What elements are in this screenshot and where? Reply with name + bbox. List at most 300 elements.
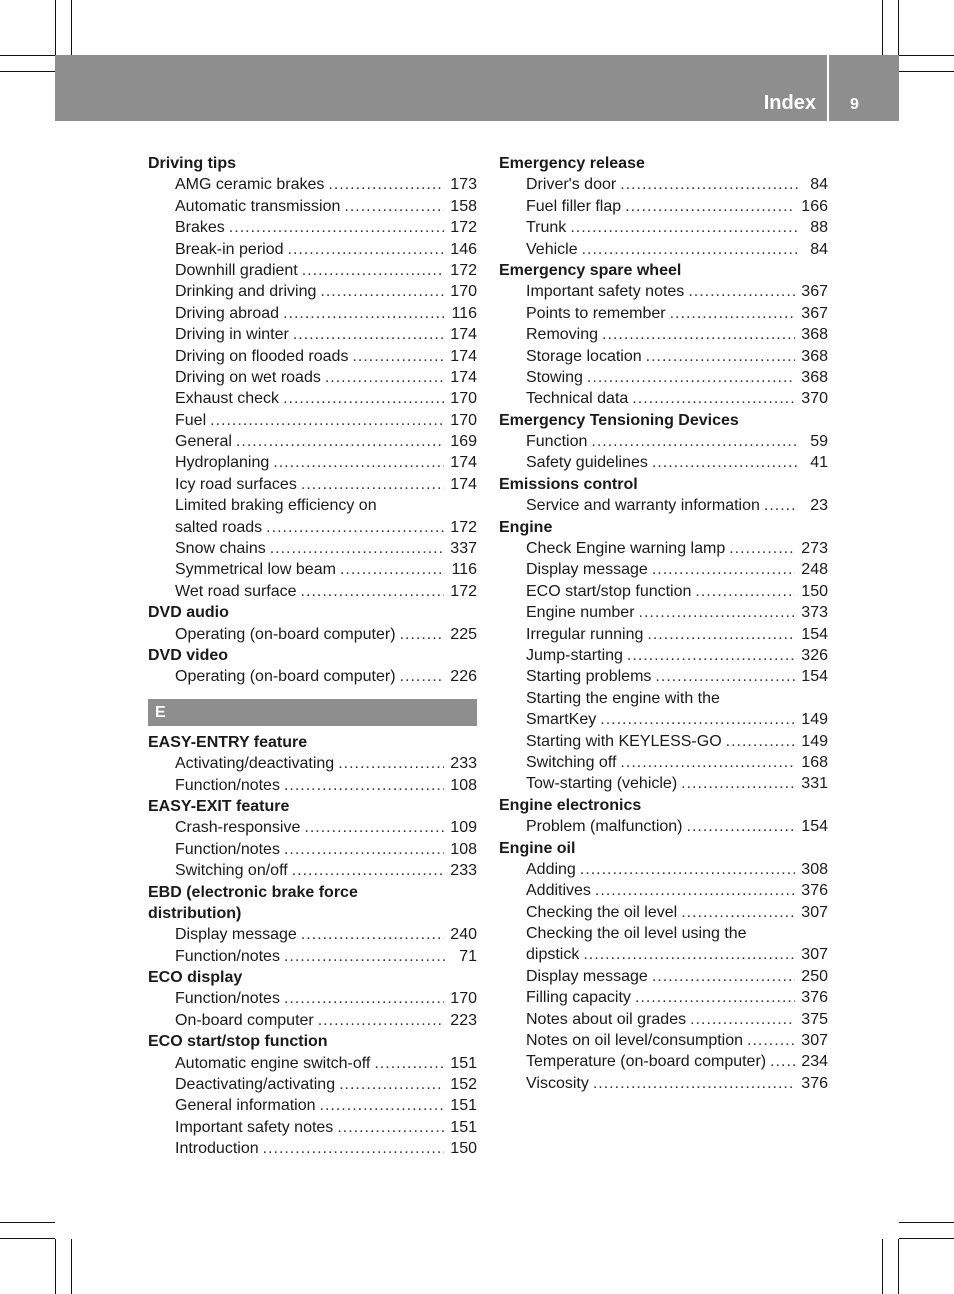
dot-leader (583, 944, 795, 965)
index-entry-label: Activating/deactivating (175, 755, 335, 773)
index-entry (499, 217, 828, 238)
index-section (148, 967, 477, 1031)
dot-leader (652, 559, 795, 580)
dot-leader (764, 495, 798, 516)
index-entry-page: 170 (450, 990, 477, 1008)
dot-leader (283, 303, 445, 324)
index-entry (499, 346, 828, 367)
index-entry-page: 146 (450, 240, 477, 258)
index-entry-label: General (175, 433, 232, 451)
dot-leader (352, 346, 444, 367)
dot-leader (652, 452, 798, 473)
index-entry (499, 239, 828, 260)
index-entry (499, 495, 828, 516)
index-entry (499, 1051, 828, 1072)
dot-leader (292, 860, 445, 881)
index-entry-label: SmartKey (526, 711, 597, 729)
index-entry-label: Temperature (on-board computer) (526, 1053, 767, 1071)
index-entry-page: 170 (450, 283, 477, 301)
index-entry-page: 307 (801, 1032, 828, 1050)
index-entry-label-line: Checking the oil level using the (526, 925, 747, 943)
index-heading: Engine electronics (499, 796, 642, 814)
index-entry-label: Deactivating/activating (175, 1076, 336, 1094)
dot-leader (284, 775, 444, 796)
index-heading: DVD video (148, 646, 229, 664)
index-entry (148, 303, 477, 324)
index-entry-page: 240 (450, 926, 477, 944)
index-entry-label: Fuel filler flap (526, 197, 622, 215)
index-entry (148, 346, 477, 367)
index-entry-label: Important safety notes (526, 283, 685, 301)
index-entry-label: Points to remember (526, 304, 666, 322)
crop-mark (0, 1238, 55, 1239)
index-entry-label: dipstick (526, 946, 580, 964)
index-entry-page: 166 (801, 197, 828, 215)
index-entry-label-line: Limited braking efficiency on (175, 497, 377, 515)
index-entry (499, 987, 828, 1008)
index-entry (499, 645, 828, 666)
index-entry-page: 174 (450, 326, 477, 344)
index-entry (148, 174, 477, 195)
index-entry-page: 150 (450, 1140, 477, 1158)
index-section (499, 153, 828, 260)
index-entry-page: 367 (801, 283, 828, 301)
index-entry-label: Driving on flooded roads (175, 347, 349, 365)
index-section (499, 260, 828, 410)
index-entry (148, 217, 477, 238)
index-entry-label: Driving abroad (175, 304, 280, 322)
index-entry-label: Function (526, 433, 588, 451)
index-entry (499, 559, 828, 580)
dot-leader (301, 924, 444, 945)
index-entry-label: Tow-starting (vehicle) (526, 775, 678, 793)
dot-leader (301, 474, 444, 495)
dot-leader (591, 431, 798, 452)
dot-leader (273, 452, 444, 473)
crop-mark (882, 1239, 883, 1294)
index-entry-page: 151 (450, 1097, 477, 1115)
index-entry (499, 196, 828, 217)
header-divider (827, 55, 829, 121)
index-section (148, 1031, 477, 1159)
index-entry-page: 154 (801, 818, 828, 836)
index-entry (499, 902, 828, 923)
index-entry-label: Important safety notes (175, 1118, 334, 1136)
index-entry (499, 602, 828, 623)
index-entry (499, 1009, 828, 1030)
index-entry (499, 731, 828, 752)
index-entry (148, 388, 477, 409)
dot-leader (337, 1117, 444, 1138)
index-section (148, 153, 477, 602)
index-entry-page: 88 (810, 219, 828, 237)
dot-leader (747, 1030, 795, 1051)
dot-leader (595, 880, 795, 901)
index-entry-page: 174 (450, 368, 477, 386)
index-entry (148, 196, 477, 217)
index-entry-page: 170 (450, 390, 477, 408)
index-entry-label: Driver's door (526, 176, 617, 194)
index-section (499, 474, 828, 517)
dot-leader (293, 324, 444, 345)
index-entry (499, 752, 828, 773)
dot-leader (318, 1010, 445, 1031)
index-section (148, 882, 477, 968)
letter-section-band: E (148, 699, 477, 726)
dot-leader (681, 902, 795, 923)
dot-leader (266, 517, 444, 538)
index-entry-label: Engine number (526, 604, 635, 622)
index-entry (148, 839, 477, 860)
index-entry (499, 324, 828, 345)
index-entry-page: 172 (450, 219, 477, 237)
index-entry-page: 370 (801, 390, 828, 408)
index-entry-label: Service and warranty information (526, 497, 760, 515)
index-entry-page: 337 (450, 540, 477, 558)
right-column (499, 153, 828, 1094)
index-entry (148, 775, 477, 796)
index-entry-page: 326 (801, 646, 828, 664)
index-entry-label: On-board computer (175, 1011, 314, 1029)
index-entry (148, 1010, 477, 1031)
index-entry-page: 168 (801, 753, 828, 771)
index-entry-page: 154 (801, 625, 828, 643)
dot-leader (688, 281, 795, 302)
dot-leader (639, 602, 796, 623)
index-entry (148, 260, 477, 281)
index-entry-label: Notes on oil level/consumption (526, 1032, 744, 1050)
index-section (499, 410, 828, 474)
index-heading: ECO start/stop function (148, 1033, 328, 1051)
index-entry (148, 666, 477, 687)
index-entry-label: Filling capacity (526, 989, 631, 1007)
index-entry-label: Trunk (526, 219, 567, 237)
dot-leader (627, 645, 795, 666)
index-entry-label: ECO start/stop function (526, 582, 692, 600)
dot-leader (582, 239, 798, 260)
index-heading: DVD audio (148, 604, 229, 622)
index-entry (148, 281, 477, 302)
dot-leader (400, 666, 445, 687)
index-entry-page: 170 (450, 411, 477, 429)
index-entry (148, 1095, 477, 1116)
index-entry-label: Vehicle (526, 240, 578, 258)
index-entry (148, 924, 477, 945)
index-entry-page: 41 (810, 454, 828, 472)
index-entry (148, 517, 477, 538)
index-entry-page: 307 (801, 946, 828, 964)
index-entry (148, 324, 477, 345)
index-entry-label: Checking the oil level (526, 903, 678, 921)
dot-leader (304, 817, 444, 838)
index-entry-page: 151 (450, 1054, 477, 1072)
crop-mark (898, 0, 899, 55)
index-entry-page: 84 (810, 240, 828, 258)
dot-leader (593, 1073, 795, 1094)
index-entry-page: 158 (450, 197, 477, 215)
dot-leader (681, 773, 795, 794)
index-entry-label: Operating (on-board computer) (175, 668, 396, 686)
crop-mark (71, 0, 72, 55)
index-section (148, 796, 477, 882)
dot-leader (729, 538, 795, 559)
index-entry-label: Exhaust check (175, 390, 280, 408)
index-entry-label: Fuel (175, 411, 207, 429)
index-entry-label: Switching on/off (175, 862, 288, 880)
index-entry-label: Crash-responsive (175, 819, 301, 837)
index-entry-label: Wet road surface (175, 582, 297, 600)
index-entry (148, 452, 477, 473)
index-section (148, 602, 477, 645)
index-entry-label: Display message (175, 926, 297, 944)
crop-mark (0, 55, 55, 56)
index-entry-label: Problem (malfunction) (526, 818, 683, 836)
index-entry (499, 944, 828, 965)
index-entry (499, 859, 828, 880)
index-entry-label: Stowing (526, 368, 583, 386)
index-entry-label: Jump-starting (526, 646, 623, 664)
index-entry (499, 431, 828, 452)
index-heading: ECO display (148, 969, 243, 987)
index-entry-label: Function/notes (175, 990, 280, 1008)
index-entry (499, 281, 828, 302)
index-heading: Emergency release (499, 155, 645, 172)
index-entry-label: Technical data (526, 390, 629, 408)
index-entry-page: 367 (801, 304, 828, 322)
index-entry (499, 1030, 828, 1051)
index-entry (148, 431, 477, 452)
dot-leader (690, 1009, 795, 1030)
dot-leader (695, 581, 795, 602)
index-entry-label-line: Starting the engine with the (526, 689, 720, 707)
index-entry-label: Downhill gradient (175, 261, 298, 279)
dot-leader (325, 367, 444, 388)
index-entry (148, 1053, 477, 1074)
dot-leader (320, 281, 444, 302)
dot-leader (620, 174, 798, 195)
dot-leader (288, 239, 445, 260)
dot-leader (620, 752, 795, 773)
index-entry-label: Driving in winter (175, 326, 289, 344)
index-entry-page: 172 (450, 518, 477, 536)
dot-leader (632, 388, 795, 409)
index-entry (499, 666, 828, 687)
index-heading: Emergency Tensioning Devices (499, 411, 739, 429)
dot-leader (338, 753, 444, 774)
index-entry-page: 108 (450, 840, 477, 858)
index-entry-page: 233 (450, 755, 477, 773)
dot-leader (263, 1138, 445, 1159)
index-entry-page: 331 (801, 775, 828, 793)
index-heading: Emergency spare wheel (499, 261, 682, 279)
index-entry-page: 376 (801, 882, 828, 900)
index-entry-label: General information (175, 1097, 316, 1115)
index-heading: EASY-EXIT feature (148, 797, 290, 815)
index-section (148, 645, 477, 688)
index-entry-label: Snow chains (175, 540, 266, 558)
page-number: 9 (850, 96, 859, 113)
index-entry-page: 174 (450, 454, 477, 472)
crop-mark (899, 1222, 954, 1223)
index-entry-page: 234 (801, 1053, 828, 1071)
index-entry-page: 71 (459, 947, 477, 965)
index-entry (499, 966, 828, 987)
left-post-sections (148, 732, 477, 1160)
dot-leader (328, 174, 444, 195)
crop-mark (55, 1239, 56, 1294)
index-entry-page: 152 (450, 1076, 477, 1094)
index-entry-label: Switching off (526, 753, 617, 771)
index-entry-label: Viscosity (526, 1074, 589, 1092)
left-column (148, 153, 477, 1160)
index-entry-page: 376 (801, 989, 828, 1007)
index-entry-page: 250 (801, 967, 828, 985)
index-entry-page: 226 (450, 668, 477, 686)
index-entry-page: 368 (801, 368, 828, 386)
index-entry-label: Driving on wet roads (175, 368, 321, 386)
index-entry (499, 1073, 828, 1094)
dot-leader (283, 388, 444, 409)
index-heading: Driving tips (148, 155, 237, 172)
index-entry-page: 173 (450, 176, 477, 194)
index-heading: Engine (499, 518, 553, 536)
index-entry-page: 373 (801, 604, 828, 622)
index-entry-page: 307 (801, 903, 828, 921)
dot-leader (625, 196, 795, 217)
dot-leader (301, 581, 445, 602)
index-entry-label: Check Engine warning lamp (526, 540, 726, 558)
index-entry-page: 109 (450, 819, 477, 837)
left-pre-sections (148, 153, 477, 688)
index-entry (148, 367, 477, 388)
dot-leader (600, 709, 795, 730)
dot-leader (635, 987, 795, 1008)
index-entry-page: 233 (450, 862, 477, 880)
crop-mark (899, 1238, 954, 1239)
index-entry-label: Icy road surfaces (175, 475, 297, 493)
dot-leader (210, 410, 444, 431)
crop-mark (71, 1239, 72, 1294)
index-entry (499, 773, 828, 794)
index-entry (148, 624, 477, 645)
crop-mark (899, 55, 954, 56)
index-entry-page: 375 (801, 1010, 828, 1028)
dot-leader (602, 324, 795, 345)
index-heading: Engine oil (499, 839, 576, 857)
dot-leader (647, 624, 795, 645)
index-entry (148, 559, 477, 580)
right-sections (499, 153, 828, 1094)
index-entry (499, 538, 828, 559)
index-entry-label: Storage location (526, 347, 642, 365)
dot-leader (302, 260, 445, 281)
index-entry-label: Safety guidelines (526, 454, 648, 472)
dot-leader (284, 988, 444, 1009)
index-entry-label: Notes about oil grades (526, 1010, 687, 1028)
index-entry (148, 817, 477, 838)
index-entry (148, 538, 477, 559)
crop-mark (0, 71, 55, 72)
index-entry-label: Additives (526, 882, 591, 900)
index-entry-label: Function/notes (175, 947, 280, 965)
index-entry-page: 376 (801, 1074, 828, 1092)
index-entry-page: 108 (450, 776, 477, 794)
dot-leader (284, 946, 447, 967)
index-entry-label: Symmetrical low beam (175, 561, 336, 579)
dot-leader (374, 1053, 444, 1074)
index-entry (499, 816, 828, 837)
index-entry-page: 368 (801, 326, 828, 344)
index-entry-page: 149 (801, 711, 828, 729)
index-entry-label: Break-in period (175, 240, 284, 258)
index-entry (148, 1117, 477, 1138)
index-entry-label: Hydroplaning (175, 454, 270, 472)
dot-leader (655, 666, 795, 687)
index-entry (499, 174, 828, 195)
index-entry-label: Starting problems (526, 668, 652, 686)
crop-mark (0, 1222, 55, 1223)
index-entry (148, 410, 477, 431)
index-entry (148, 1138, 477, 1159)
index-section (499, 517, 828, 795)
index-entry-label: Drinking and driving (175, 283, 317, 301)
index-entry (148, 753, 477, 774)
index-entry (148, 860, 477, 881)
index-entry (499, 388, 828, 409)
index-section (499, 838, 828, 1095)
dot-leader (339, 1074, 444, 1095)
index-entry (148, 581, 477, 602)
index-entry-page: 225 (450, 625, 477, 643)
index-entry (499, 709, 828, 730)
index-entry-page: 174 (450, 475, 477, 493)
index-entry-page: 172 (450, 261, 477, 279)
dot-leader (284, 839, 444, 860)
index-entry (148, 474, 477, 495)
index-entry-page: 116 (451, 561, 477, 579)
index-entry (148, 946, 477, 967)
index-entry (148, 1074, 477, 1095)
index-entry-label: Adding (526, 860, 576, 878)
index-entry (499, 880, 828, 901)
dot-leader (652, 966, 795, 987)
index-entry-label: Starting with KEYLESS-GO (526, 732, 722, 750)
index-entry-page: 149 (801, 732, 828, 750)
index-entry-label: Function/notes (175, 840, 280, 858)
index-entry-page: 174 (450, 347, 477, 365)
index-entry-label: Irregular running (526, 625, 644, 643)
page-title: Index (763, 92, 816, 114)
dot-leader (646, 346, 796, 367)
index-section (148, 732, 477, 796)
index-entry-label: Introduction (175, 1140, 259, 1158)
index-entry (499, 367, 828, 388)
dot-leader (320, 1095, 445, 1116)
index-entry-page: 273 (801, 540, 828, 558)
dot-leader (570, 217, 798, 238)
index-entry (148, 988, 477, 1009)
dot-leader (340, 559, 446, 580)
index-entry (499, 581, 828, 602)
crop-mark (55, 0, 56, 55)
index-entry-label: Automatic engine switch-off (175, 1054, 371, 1072)
index-entry-page: 172 (450, 582, 477, 600)
index-entry (499, 452, 828, 473)
index-entry-page: 223 (450, 1011, 477, 1029)
dot-leader (770, 1051, 795, 1072)
dot-leader (400, 624, 445, 645)
index-heading: EBD (electronic brake force distribution) (148, 883, 358, 922)
